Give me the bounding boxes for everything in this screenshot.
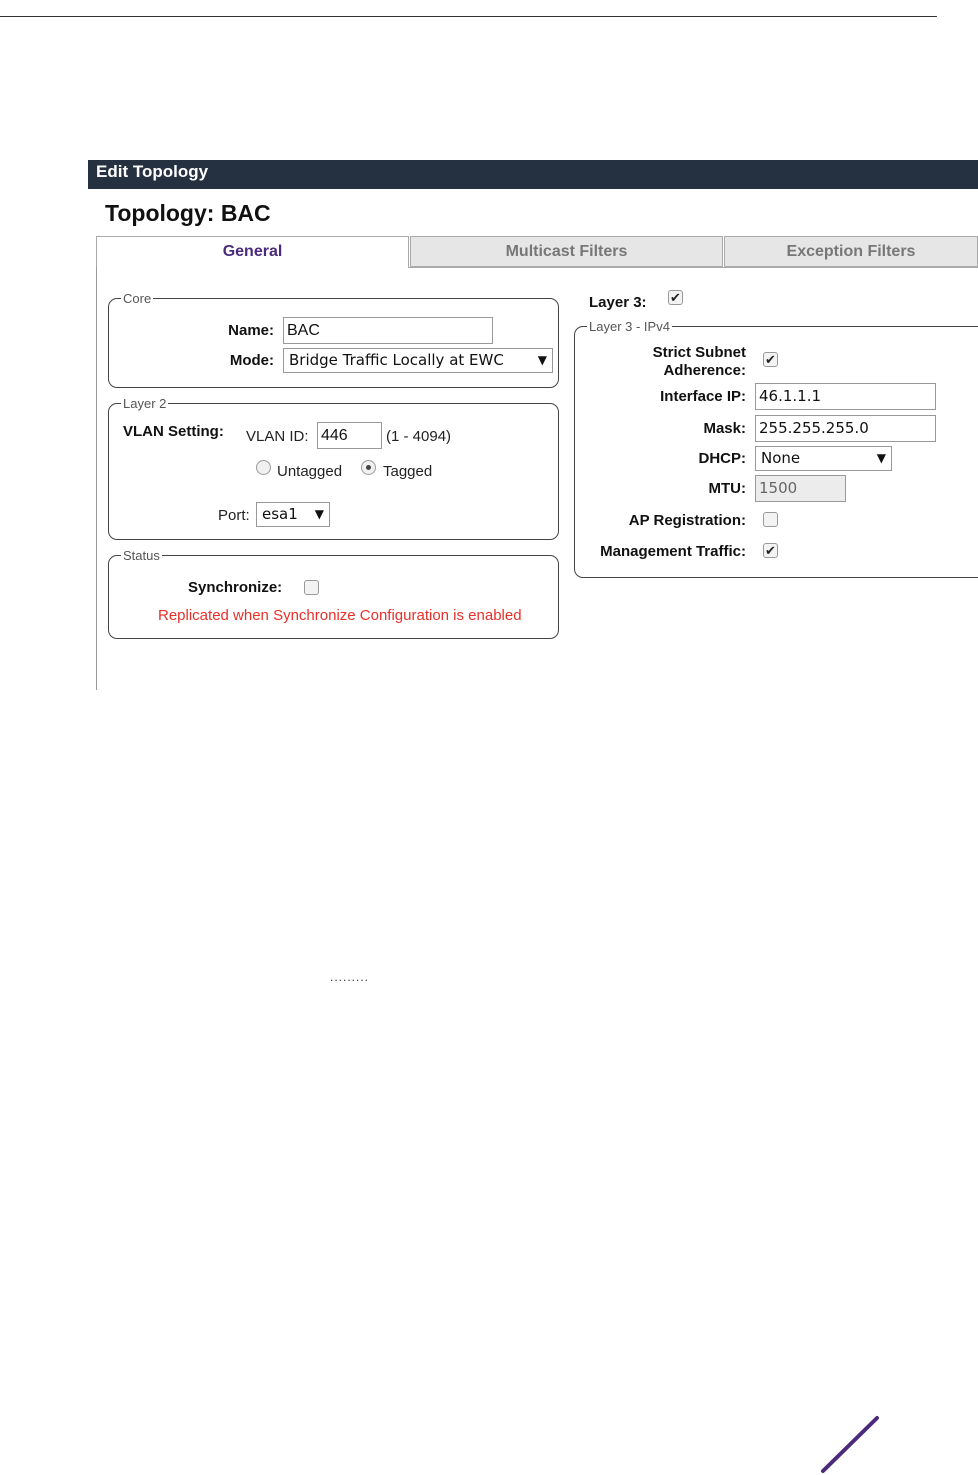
vlan-range-hint: (1 - 4094) [386,428,452,445]
untagged-label: Untagged [277,463,343,480]
layer3-label: Layer 3: [589,294,647,311]
dhcp-select[interactable] [755,446,892,471]
layer2-legend: Layer 2 [123,396,167,411]
status-legend: Status [123,548,160,563]
name-label: Name: [228,322,274,339]
status-fieldset [108,548,559,639]
brand-slash-icon [815,1415,885,1475]
sync-warning-note: Replicated when Synchronize Configuration is enabled [158,607,522,624]
strict-subnet-checkbox[interactable]: ✔ [763,352,778,367]
vlan-id-label: VLAN ID: [246,428,309,445]
untagged-radio[interactable] [256,460,271,475]
tagged-radio[interactable] [361,460,376,475]
port-select[interactable] [256,502,330,527]
footer-dots: ......... [330,970,370,984]
mtu-input[interactable]: 1500 [755,475,846,502]
port-select-value: esa1 [262,505,298,523]
tagged-label: Tagged [383,463,433,480]
tab-general[interactable]: General [96,236,409,268]
strict-subnet-label-line2: Adherence: [663,362,746,379]
edit-topology-dialog [88,160,978,690]
interface-ip-label: Interface IP: [660,388,746,405]
synchronize-label: Synchronize: [188,579,283,596]
mtu-label: MTU: [708,480,746,497]
core-legend: Core [123,291,152,306]
management-traffic-label: Management Traffic: [600,543,746,560]
name-input[interactable]: BAC [283,317,493,344]
panel-border-top [408,267,978,268]
chevron-down-icon: ▼ [876,451,886,465]
mask-input[interactable]: 255.255.255.0 [755,415,936,442]
vlan-id-input[interactable]: 446 [317,422,382,449]
dhcp-select-value: None [761,449,801,467]
layer3-ipv4-legend: Layer 3 - IPv4 [589,319,670,334]
synchronize-checkbox[interactable] [304,580,319,595]
port-label: Port: [218,507,250,524]
management-traffic-checkbox[interactable]: ✔ [763,543,778,558]
chevron-down-icon: ▼ [314,507,324,521]
mode-select-value: Bridge Traffic Locally at EWC [289,351,504,369]
vlan-setting-label: VLAN Setting: [123,423,224,440]
ap-registration-label: AP Registration: [628,512,746,529]
ap-registration-checkbox[interactable] [763,512,778,527]
dialog-title: Edit Topology [88,160,978,189]
tab-exception-filters[interactable]: Exception Filters [724,236,978,267]
interface-ip-input[interactable]: 46.1.1.1 [755,383,936,410]
mask-label: Mask: [703,420,746,437]
mode-label: Mode: [229,352,274,369]
panel-border [96,267,97,690]
layer3-checkbox[interactable]: ✔ [668,290,683,305]
chevron-down-icon: ▼ [537,353,547,367]
tab-multicast-filters[interactable]: Multicast Filters [410,236,723,267]
mode-select[interactable] [283,348,553,373]
page-title: Topology: BAC [105,200,271,226]
dhcp-label: DHCP: [698,450,746,467]
page-top-rule [0,16,937,17]
strict-subnet-label-line1: Strict Subnet [652,344,746,361]
